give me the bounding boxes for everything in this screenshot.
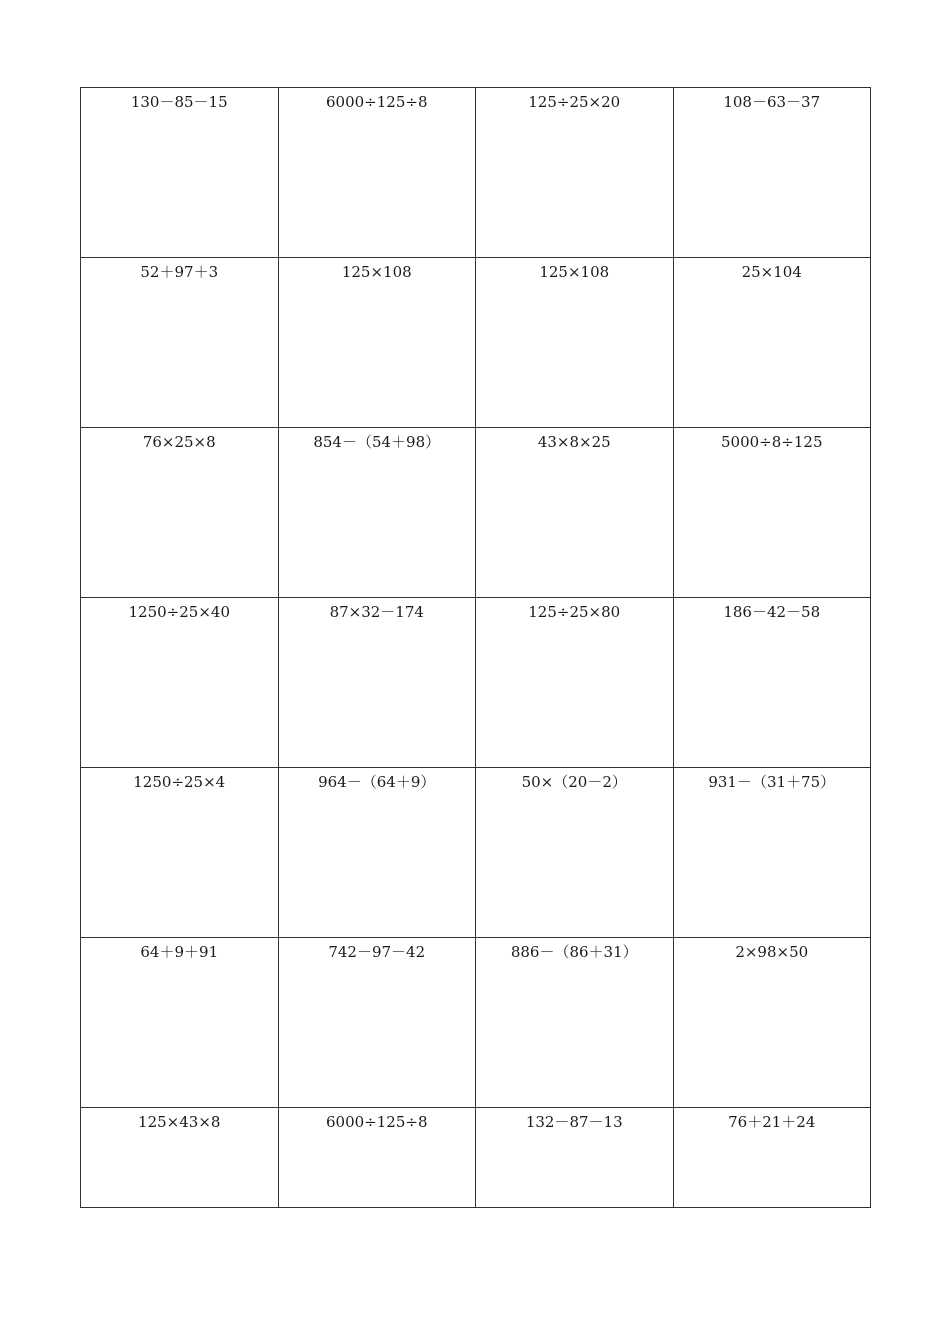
problem-cell: [673, 88, 871, 258]
problem-expression: 6000÷125÷8: [326, 1113, 428, 1131]
problem-cell: [673, 768, 871, 938]
problem-expression: 742－97－42: [328, 943, 426, 961]
problem-cell: [673, 1108, 871, 1208]
problem-cell: [81, 1108, 279, 1208]
problem-expression: 2×98×50: [735, 943, 809, 961]
problem-cell: [673, 428, 871, 598]
grid-row: [81, 258, 871, 428]
problem-cell: [673, 598, 871, 768]
problem-cell: [278, 428, 476, 598]
problem-cell: [81, 428, 279, 598]
problem-cell: [278, 258, 476, 428]
problem-cell: [81, 768, 279, 938]
problem-expression: 886－（86＋31）: [510, 943, 638, 961]
problem-expression: 130－85－15: [130, 93, 228, 111]
problem-cell: [81, 88, 279, 258]
problem-expression: 87×32－174: [329, 603, 424, 621]
grid-row: [81, 938, 871, 1108]
problem-expression: 76×25×8: [142, 433, 216, 451]
grid-row: [81, 428, 871, 598]
problem-expression: 1250÷25×4: [133, 773, 226, 791]
problem-cell: [81, 598, 279, 768]
grid-row: [81, 598, 871, 768]
problem-expression: 125×108: [341, 263, 412, 281]
problem-expression: 43×8×25: [537, 433, 611, 451]
problem-cell: [81, 258, 279, 428]
problem-expression: 64＋9＋91: [140, 943, 219, 961]
problem-expression: 76＋21＋24: [728, 1113, 816, 1131]
problem-cell: [476, 428, 674, 598]
problem-cell: [81, 938, 279, 1108]
problem-expression: 125÷25×80: [528, 603, 621, 621]
problem-cell: [278, 768, 476, 938]
problem-expression: 5000÷8÷125: [721, 433, 823, 451]
problem-expression: 125×43×8: [138, 1113, 221, 1131]
problem-cell: [673, 938, 871, 1108]
problem-expression: 931－（31＋75）: [708, 773, 836, 791]
problem-cell: [476, 258, 674, 428]
grid-row: [81, 1108, 871, 1208]
problem-grid: [80, 87, 871, 1208]
problem-cell: [476, 938, 674, 1108]
problem-expression: 125×108: [539, 263, 610, 281]
problem-cell: [476, 598, 674, 768]
problem-expression: 186－42－58: [723, 603, 821, 621]
problem-cell: [278, 938, 476, 1108]
grid-row: [81, 768, 871, 938]
problem-expression: 132－87－13: [525, 1113, 623, 1131]
problem-cell: [476, 88, 674, 258]
problem-expression: 854－（54＋98）: [313, 433, 441, 451]
problem-cell: [476, 768, 674, 938]
problem-expression: 1250÷25×40: [128, 603, 230, 621]
problem-expression: 50×（20－2）: [521, 773, 627, 791]
problem-cell: [476, 1108, 674, 1208]
problem-expression: 25×104: [741, 263, 802, 281]
problem-cell: [278, 88, 476, 258]
problem-cell: [673, 258, 871, 428]
problem-cell: [278, 598, 476, 768]
grid-row: [81, 88, 871, 258]
problem-expression: 125÷25×20: [528, 93, 621, 111]
problem-expression: 6000÷125÷8: [326, 93, 428, 111]
problem-expression: 964－（64＋9）: [318, 773, 436, 791]
problem-expression: 52＋97＋3: [140, 263, 219, 281]
problem-expression: 108－63－37: [723, 93, 821, 111]
problem-cell: [278, 1108, 476, 1208]
